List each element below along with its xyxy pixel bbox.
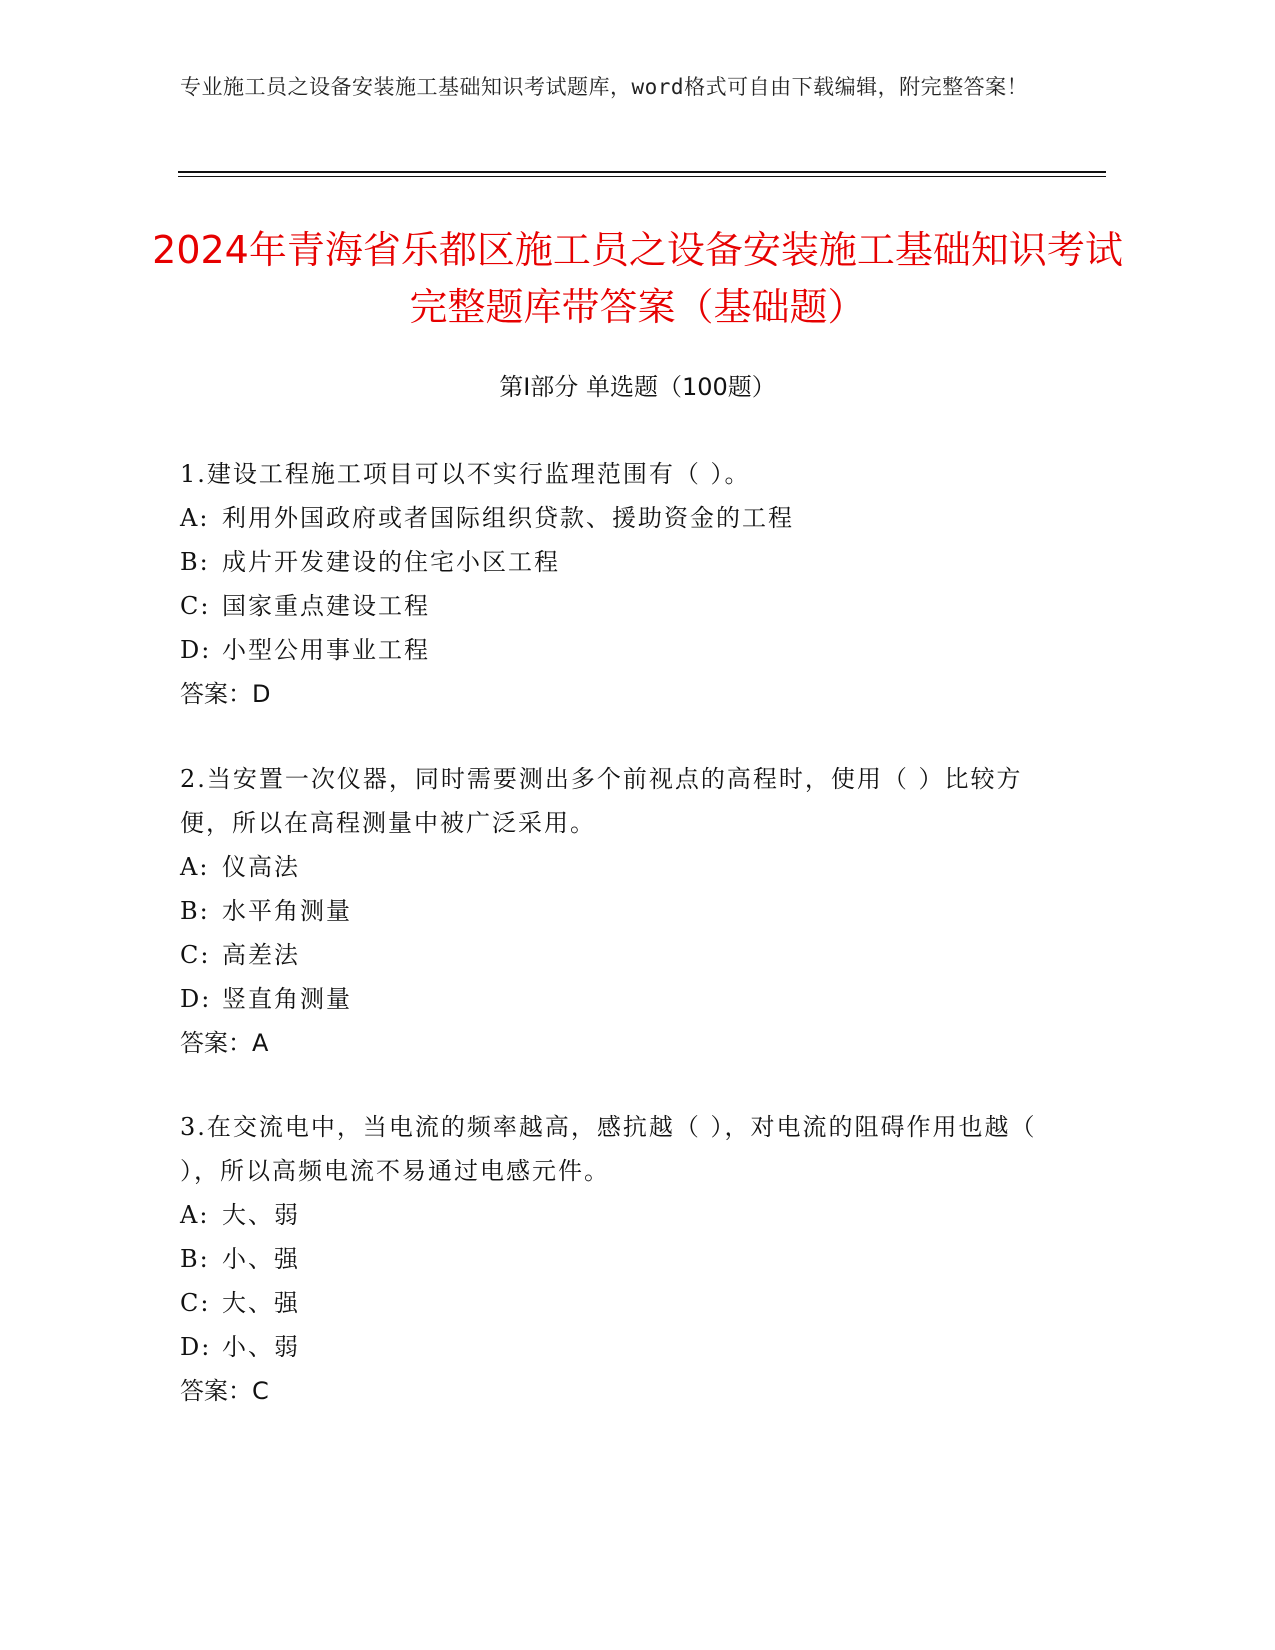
option-text: 小型公用事业工程: [222, 636, 430, 664]
answer-label: 答案：: [180, 1377, 252, 1405]
option-b: [180, 540, 1040, 584]
answer-label: 答案：: [180, 680, 252, 708]
option-text: 利用外国政府或者国际组织贷款、援助资金的工程: [222, 504, 794, 532]
answer-value: D: [252, 680, 271, 708]
document-title: 2024年青海省乐都区施工员之设备安装施工基础知识考试完整题库带答案（基础题）: [152, 228, 1123, 329]
option-letter: D:: [180, 636, 212, 664]
section-title: 第I部分 单选题（100题）: [499, 373, 776, 401]
option-text: 高差法: [222, 941, 300, 969]
header-rule-thick: [178, 171, 1106, 173]
option-text: 大、弱: [222, 1201, 300, 1229]
option-text: 小、弱: [222, 1333, 300, 1361]
option-letter: D:: [180, 985, 212, 1013]
option-text: 竖直角测量: [222, 985, 352, 1013]
option-c: [180, 584, 1040, 628]
option-letter: C:: [180, 941, 211, 969]
answer-line: [180, 1021, 1040, 1065]
option-text: 水平角测量: [222, 897, 352, 925]
option-letter: A:: [180, 1201, 210, 1229]
option-text: 大、强: [222, 1289, 300, 1317]
option-c: [180, 933, 1040, 977]
answer-line: [180, 1369, 1040, 1413]
option-letter: D:: [180, 1333, 212, 1361]
option-d: [180, 1325, 1040, 1369]
option-text: 小、强: [222, 1245, 300, 1273]
answer-value: A: [252, 1029, 269, 1057]
answer-line: [180, 672, 1040, 716]
option-letter: B:: [180, 548, 210, 576]
question-stem: 2.当安置一次仪器，同时需要测出多个前视点的高程时，使用（ ）比较方便，所以在高程测量中被广泛采用。: [180, 765, 1023, 837]
question-stem: 3.在交流电中，当电流的频率越高，感抗越（ ），对电流的阻碍作用也越（ ），所以高频电流不易通过电感元件。: [180, 1113, 1037, 1185]
option-d: [180, 628, 1040, 672]
question-3: [180, 1105, 1040, 1413]
option-d: [180, 977, 1040, 1021]
option-a: [180, 496, 1040, 540]
answer-value: C: [252, 1377, 269, 1405]
question-2: [180, 757, 1040, 1065]
option-b: [180, 1237, 1040, 1281]
option-text: 国家重点建设工程: [222, 592, 430, 620]
option-letter: C:: [180, 592, 211, 620]
option-text: 仪高法: [222, 853, 300, 881]
answer-label: 答案：: [180, 1029, 252, 1057]
question-1: [180, 452, 1040, 716]
option-a: [180, 1193, 1040, 1237]
question-stem: 1.建设工程施工项目可以不实行监理范围有（ ）。: [180, 460, 751, 488]
option-letter: B:: [180, 897, 210, 925]
header-note: 专业施工员之设备安装施工基础知识考试题库，word格式可自由下载编辑，附完整答案！: [180, 75, 1029, 99]
option-letter: A:: [180, 853, 210, 881]
option-letter: C:: [180, 1289, 211, 1317]
option-a: [180, 845, 1040, 889]
option-text: 成片开发建设的住宅小区工程: [222, 548, 560, 576]
option-letter: A:: [180, 504, 210, 532]
header-rule-thin: [178, 176, 1106, 177]
option-b: [180, 889, 1040, 933]
option-letter: B:: [180, 1245, 210, 1273]
option-c: [180, 1281, 1040, 1325]
